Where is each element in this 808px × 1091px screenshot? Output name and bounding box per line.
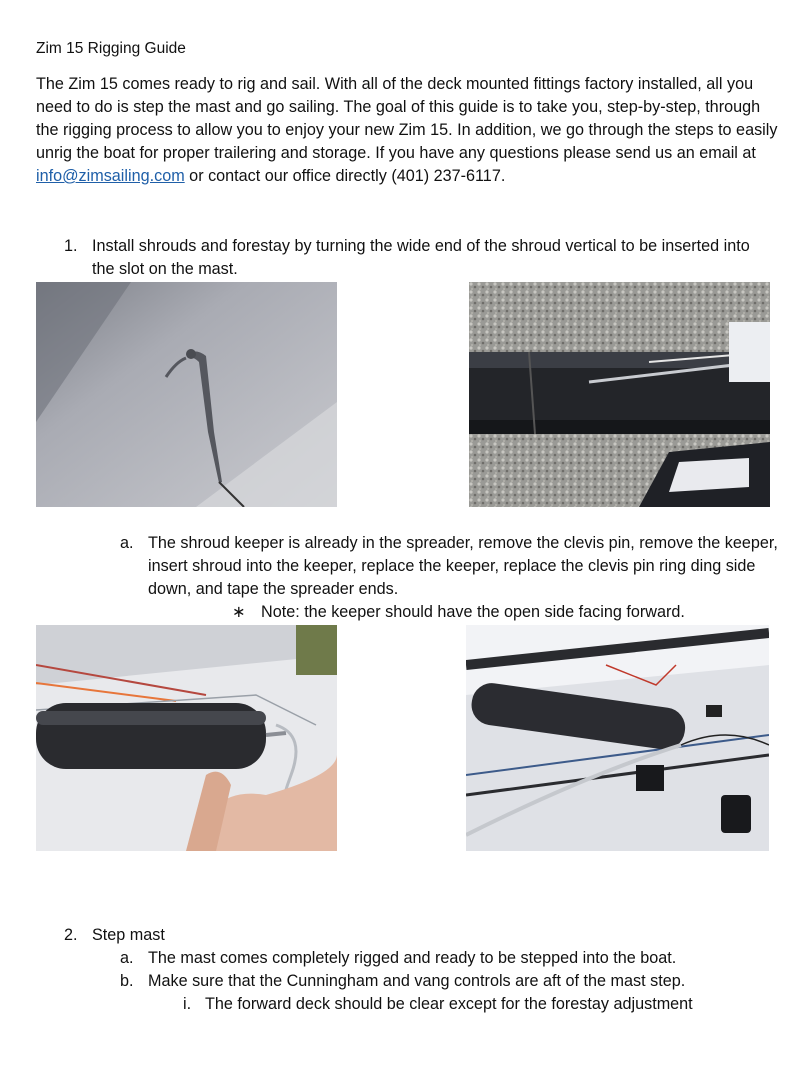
step-1-number: 1. — [64, 237, 78, 255]
step-1-line-2: the slot on the mast. — [92, 260, 238, 278]
photo-mast-on-gravel — [469, 282, 770, 507]
sub-a-line-3: down, and tape the spreader ends. — [148, 580, 399, 598]
intro-line-1: The Zim 15 comes ready to rig and sail. With all of the deck mounted fittings factory installed, all you — [36, 75, 754, 93]
step-2-label: Step mast — [92, 926, 165, 944]
email-link[interactable]: info@zimsailing.com — [36, 167, 185, 185]
step-2-b-label: b. — [120, 972, 134, 990]
contact-text: or contact our office directly (401) 237-6117. — [184, 167, 506, 185]
document-title: Zim 15 Rigging Guide — [36, 40, 186, 57]
photo-shroud-end — [36, 282, 337, 507]
sub-a-line-1: The shroud keeper is already in the spreader, remove the clevis pin, remove the keeper, — [148, 534, 778, 552]
step-2-a-label: a. — [120, 949, 134, 967]
intro-line-4: unrig the boat for proper trailering and storage. If you have any questions please send us an email at — [36, 144, 756, 162]
photo-spreader-hand — [36, 625, 337, 851]
note-bullet: ∗ — [232, 603, 246, 621]
step-2-number: 2. — [64, 926, 78, 944]
sub-a-line-2: insert shroud into the keeper, replace the keeper, replace the clevis pin ring ding side — [148, 557, 756, 575]
intro-line-3: the rigging process to allow you to enjoy your new Zim 15. In addition, we go through the steps to easily — [36, 121, 778, 139]
step-2-i-label: i. — [183, 995, 192, 1013]
step-2-i-text: The forward deck should be clear except for the forestay adjustment — [205, 995, 693, 1013]
step-1-line-1: Install shrouds and forestay by turning the wide end of the shroud vertical to be inserted into — [92, 237, 750, 255]
photo-spreader-deck — [466, 625, 769, 851]
step-2-b-text: Make sure that the Cunningham and vang controls are aft of the mast step. — [148, 972, 686, 990]
intro-line-2: need to do is step the mast and go sailing. The goal of this guide is to take you, step-by-step, through — [36, 98, 761, 116]
intro-line-5 — [36, 168, 505, 184]
note-text: Note: the keeper should have the open side facing forward. — [261, 603, 685, 621]
step-2-a-text: The mast comes completely rigged and ready to be stepped into the boat. — [148, 949, 677, 967]
sub-a-label: a. — [120, 534, 134, 552]
